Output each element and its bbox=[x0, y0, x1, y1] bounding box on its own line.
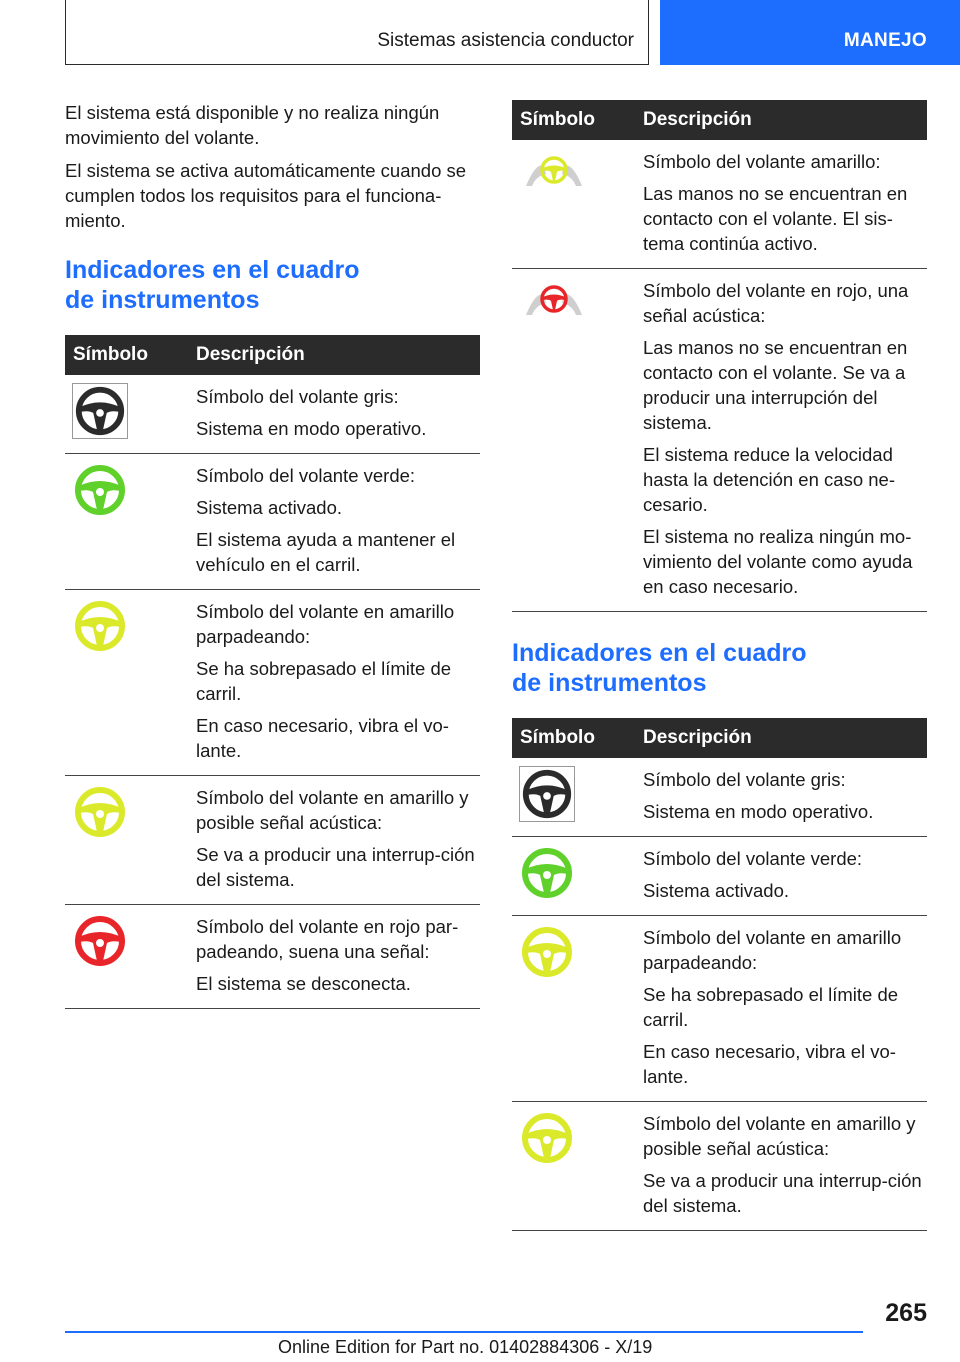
paragraph: El sistema se activa automáticamente cuando se cumplen todos los requisitos para el funciona-miento. bbox=[65, 160, 467, 231]
symbol-cell bbox=[512, 1102, 635, 1231]
symbol-table bbox=[65, 335, 480, 1009]
description-line: Símbolo del volante amarillo: bbox=[643, 151, 881, 172]
symbol-cell bbox=[512, 837, 635, 916]
table-row bbox=[512, 269, 927, 612]
symbol-cell bbox=[65, 375, 188, 454]
description-line: Sistema activado. bbox=[643, 880, 790, 901]
column-header: Símbolo bbox=[65, 335, 188, 375]
heading-line: de instrumentos bbox=[512, 669, 707, 697]
description-cell bbox=[188, 375, 480, 454]
table-row bbox=[65, 375, 480, 454]
description-line: Se ha sobrepasado el límite de carril. bbox=[196, 658, 452, 704]
paragraph: El sistema está disponible y no realiza ningún movimiento del volante. bbox=[65, 102, 440, 148]
symbol-cell bbox=[65, 776, 188, 905]
hands-on-wheel-yellow-icon bbox=[522, 152, 586, 188]
description-cell bbox=[188, 905, 480, 1009]
table-row bbox=[65, 905, 480, 1009]
description-line: Símbolo del volante en amarillo y posible señal acústica: bbox=[643, 1113, 916, 1159]
table-row bbox=[512, 916, 927, 1102]
description-line: Símbolo del volante verde: bbox=[196, 465, 416, 486]
description-line: Símbolo del volante gris: bbox=[196, 386, 399, 407]
description-cell bbox=[635, 1102, 927, 1231]
symbol-cell bbox=[65, 590, 188, 776]
edition-note: Online Edition for Part no. 01402884306 - X/19 bbox=[278, 1337, 653, 1357]
chapter-title: MANEJO bbox=[843, 30, 927, 51]
description-line: Se ha sobrepasado el límite de carril. bbox=[643, 984, 899, 1030]
steering-wheel-yellow-icon bbox=[72, 598, 128, 654]
heading-line: de instrumentos bbox=[65, 286, 260, 314]
table-row bbox=[65, 590, 480, 776]
description-line: Las manos no se encuentran en contacto con el volante. El sis-tema continúa activo. bbox=[643, 183, 908, 254]
description-line: Símbolo del volante en amarillo parpadeando: bbox=[643, 927, 902, 973]
description-line: El sistema reduce la velocidad hasta la detención en caso ne-cesario. bbox=[643, 444, 895, 515]
heading-line: Indicadores en el cuadro bbox=[512, 639, 807, 667]
description-cell bbox=[635, 758, 927, 837]
table-row bbox=[512, 140, 927, 269]
column-header: Símbolo bbox=[512, 718, 635, 758]
left-column bbox=[65, 100, 480, 1009]
chapter-tab[interactable] bbox=[660, 0, 960, 65]
steering-wheel-yellow-icon bbox=[519, 1110, 575, 1166]
section-header bbox=[65, 0, 649, 65]
steering-wheel-green-icon bbox=[72, 462, 128, 518]
description-line: Símbolo del volante en rojo, una señal acústica: bbox=[643, 280, 909, 326]
description-line: Se va a producir una interrup-ción del sistema. bbox=[196, 844, 475, 890]
description-line: El sistema ayuda a mantener el vehículo en el carril. bbox=[196, 529, 456, 575]
steering-wheel-gray-icon bbox=[519, 766, 575, 822]
description-line: El sistema no realiza ningún mo-vimiento del volante como ayuda en caso necesario. bbox=[643, 526, 913, 597]
table-row bbox=[65, 776, 480, 905]
table-row bbox=[512, 837, 927, 916]
description-line: El sistema se desconecta. bbox=[196, 973, 411, 994]
symbol-cell bbox=[512, 140, 635, 269]
table-row bbox=[512, 1102, 927, 1231]
column-header: Descripción bbox=[188, 335, 480, 375]
right-column bbox=[512, 100, 927, 1231]
description-cell bbox=[635, 269, 927, 612]
page-number: 265 bbox=[885, 1299, 927, 1327]
symbol-cell bbox=[512, 269, 635, 612]
description-line: Símbolo del volante en amarillo y posible señal acústica: bbox=[196, 787, 469, 833]
description-line: En caso necesario, vibra el vo-lante. bbox=[196, 715, 449, 761]
description-line: Sistema en modo operativo. bbox=[196, 418, 427, 439]
column-header: Símbolo bbox=[512, 100, 635, 140]
description-cell bbox=[635, 916, 927, 1102]
description-line: Símbolo del volante verde: bbox=[643, 848, 863, 869]
symbol-table bbox=[512, 100, 927, 612]
description-line: Las manos no se encuentran en contacto con el volante. Se va a producir una interrupción del sistema. bbox=[643, 337, 908, 433]
description-line: Símbolo del volante gris: bbox=[643, 769, 846, 790]
symbol-cell bbox=[512, 758, 635, 837]
description-cell bbox=[635, 837, 927, 916]
column-header: Descripción bbox=[635, 100, 927, 140]
section-heading bbox=[512, 638, 927, 698]
section-heading bbox=[65, 255, 480, 315]
steering-wheel-green-icon bbox=[519, 845, 575, 901]
table-row bbox=[512, 758, 927, 837]
steering-wheel-gray-icon bbox=[72, 383, 128, 439]
description-line: Sistema activado. bbox=[196, 497, 343, 518]
symbol-cell bbox=[512, 916, 635, 1102]
description-line: En caso necesario, vibra el vo-lante. bbox=[643, 1041, 896, 1087]
column-header: Descripción bbox=[635, 718, 927, 758]
description-cell bbox=[635, 140, 927, 269]
section-title: Sistemas asistencia conductor bbox=[377, 30, 634, 51]
description-line: Se va a producir una interrup-ción del sistema. bbox=[643, 1170, 922, 1216]
heading-line: Indicadores en el cuadro bbox=[65, 256, 360, 284]
description-cell bbox=[188, 454, 480, 590]
steering-wheel-yellow-icon bbox=[519, 924, 575, 980]
footer-divider bbox=[65, 1331, 863, 1333]
hands-on-wheel-red-icon bbox=[522, 281, 586, 317]
description-cell bbox=[188, 590, 480, 776]
description-line: Símbolo del volante en rojo par-padeando, suena una señal: bbox=[196, 916, 459, 962]
symbol-table bbox=[512, 718, 927, 1231]
table-row bbox=[65, 454, 480, 590]
description-line: Sistema en modo operativo. bbox=[643, 801, 874, 822]
description-cell bbox=[188, 776, 480, 905]
symbol-cell bbox=[65, 454, 188, 590]
steering-wheel-yellow-icon bbox=[72, 784, 128, 840]
steering-wheel-red-icon bbox=[72, 913, 128, 969]
description-line: Símbolo del volante en amarillo parpadeando: bbox=[196, 601, 455, 647]
symbol-cell bbox=[65, 905, 188, 1009]
